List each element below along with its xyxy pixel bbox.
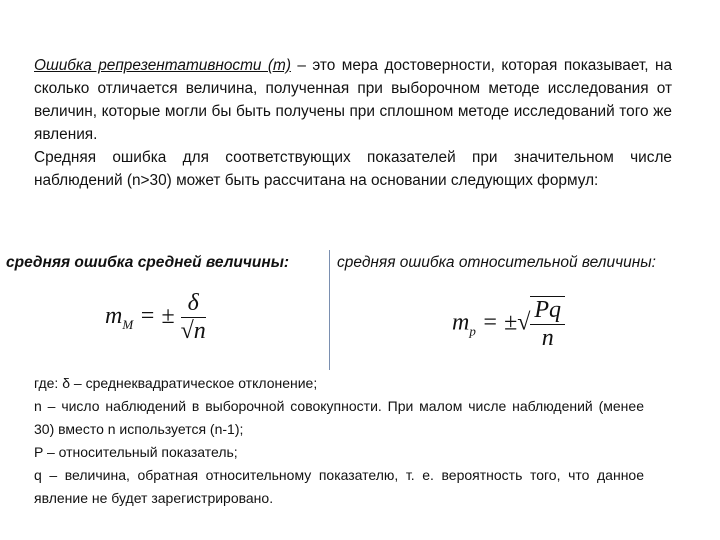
intro-paragraph	[34, 54, 672, 192]
where-line: где: δ – среднеквадратическое отклонение;	[34, 375, 318, 391]
where-block	[34, 372, 644, 510]
label-mean-error: средняя ошибка средней величины:	[6, 254, 290, 271]
numerator: Pq	[530, 297, 565, 325]
second-paragraph: Средняя ошибка для соответствующих показателей при значительном числе наблюдений (n>30) может быть рассчитана на основании следующих формул:	[34, 149, 672, 189]
lhs: m	[105, 303, 123, 330]
numerator: δ	[181, 290, 206, 318]
where-line: n – число наблюдений в выборочной совокупности. При малом числе наблюдений (менее 30) вместо n используется (n-1);	[34, 398, 644, 437]
lhs: m	[452, 309, 470, 336]
label-relative-error: средняя ошибка относительной величины:	[337, 254, 656, 271]
definition-text: – это мера достоверности, которая показывает, на сколько отличается величина, полученная при выборочном методе исследования от величин, которые могли бы быть получены при сплошном методе исследований того же явления.	[34, 57, 673, 143]
where-line: q – величина, обратная относительному показателю, т. е. вероятность того, что данное явление не будет зарегистрировано.	[34, 467, 644, 506]
divider	[329, 250, 330, 370]
formula-mean-error	[105, 290, 206, 345]
eq: = ±√	[475, 309, 531, 336]
where-line: P – относительный показатель;	[34, 444, 238, 460]
sub: M	[122, 316, 134, 332]
term: Ошибка репрезентативности (m)	[34, 57, 291, 74]
denominator: n	[541, 325, 554, 351]
eq: = ±	[133, 303, 175, 330]
formula-relative-error	[452, 296, 565, 352]
sub: p	[469, 323, 476, 339]
denominator: √n	[180, 318, 206, 344]
